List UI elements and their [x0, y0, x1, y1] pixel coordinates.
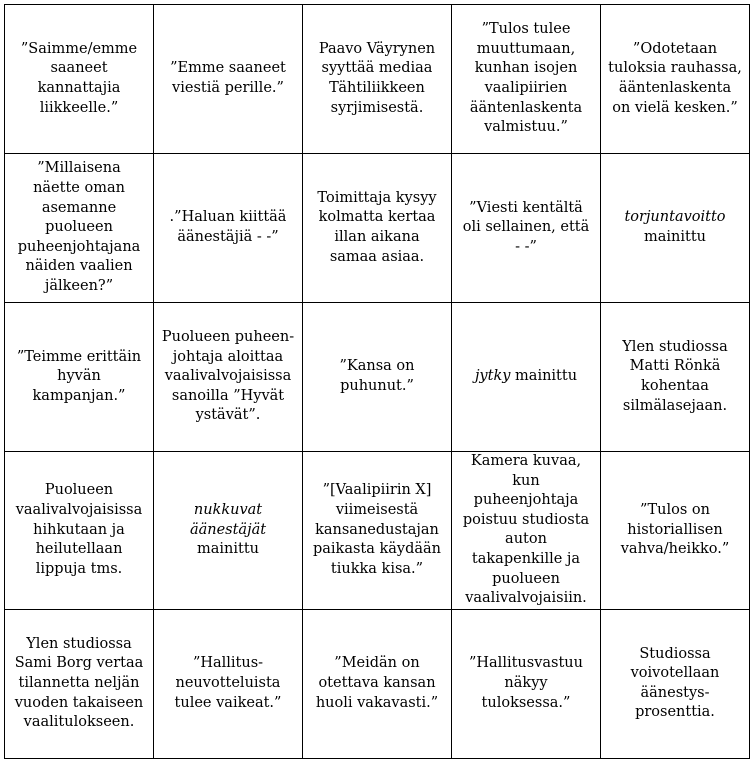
bingo-cell: ”Millaisena näette oman asemanne puolueen puheenjohtajana näiden vaalien jälkeen?” [5, 154, 154, 303]
bingo-cell: Ylen studiossa Matti Rönkä kohentaa silmälasejaan. [601, 303, 750, 452]
bingo-cell [452, 303, 601, 452]
grid-row [5, 154, 750, 303]
cell-italic-term: nukkuvat äänestäjät [189, 501, 267, 538]
grid-row [5, 303, 750, 452]
bingo-cell: ”Kansa on puhunut.” [303, 303, 452, 452]
bingo-cell: Puolueen puheen-johtaja aloittaa vaalivalvojaisissa sanoilla ”Hyvät ystävät”. [154, 303, 303, 452]
bingo-cell: Toimittaja kysyy kolmatta kertaa illan aikana samaa asiaa. [303, 154, 452, 303]
bingo-cell: .”Haluan kiittää äänestäjiä - -” [154, 154, 303, 303]
bingo-cell: ”Hallitusvastuu näkyy tuloksessa.” [452, 609, 601, 758]
bingo-cell: Puolueen vaalivalvojaisissa hihkutaan ja heilutellaan lippuja tms. [5, 452, 154, 610]
bingo-cell: ”Tulos on historiallisen vahva/heikko.” [601, 452, 750, 610]
bingo-cell: Ylen studiossa Sami Borg vertaa tilannetta neljän vuoden takaiseen vaalitulokseen. [5, 609, 154, 758]
grid-row [5, 452, 750, 610]
bingo-cell: ”Viesti kentältä oli sellainen, että - -” [452, 154, 601, 303]
grid-row [5, 609, 750, 758]
bingo-cell: Paavo Väyrynen syyttää mediaa Tähtiliikkeen syrjimisestä. [303, 5, 452, 154]
cell-text: mainittu [196, 541, 259, 558]
cell-italic-term: torjuntavoitto [624, 209, 726, 226]
bingo-cell: ”Tulos tulee muuttumaan, kunhan isojen vaalipiirien ääntenlaskenta valmistuu.” [452, 5, 601, 154]
bingo-cell: ”[Vaalipiirin X] viimeisestä kansanedustajan paikasta käydään tiukka kisa.” [303, 452, 452, 610]
cell-italic-term: jytky [474, 368, 511, 385]
bingo-cell: ”Odotetaan tuloksia rauhassa, ääntenlaskenta on vielä kesken.” [601, 5, 750, 154]
bingo-cell: Studiossa voivotellaan äänestys-prosenttia. [601, 609, 750, 758]
cell-text: mainittu [515, 368, 578, 385]
bingo-grid [4, 4, 750, 759]
bingo-cell: Kamera kuvaa, kun puheenjohtaja poistuu studiosta auton takapenkille ja puolueen vaalivalvojaisiin. [452, 452, 601, 610]
bingo-cell: ”Hallitus-neuvotteluista tulee vaikeat.” [154, 609, 303, 758]
bingo-cell [601, 154, 750, 303]
text-cursor [749, 305, 750, 324]
bingo-cell [154, 452, 303, 610]
bingo-cell: ”Emme saaneet viestiä perille.” [154, 5, 303, 154]
bingo-cell: ”Teimme erittäin hyvän kampanjan.” [5, 303, 154, 452]
bingo-cell: ”Meidän on otettava kansan huoli vakavasti.” [303, 609, 452, 758]
grid-row [5, 5, 750, 154]
bingo-cell: ”Saimme/emme saaneet kannattajia liikkeelle.” [5, 5, 154, 154]
cell-text: mainittu [643, 229, 706, 245]
